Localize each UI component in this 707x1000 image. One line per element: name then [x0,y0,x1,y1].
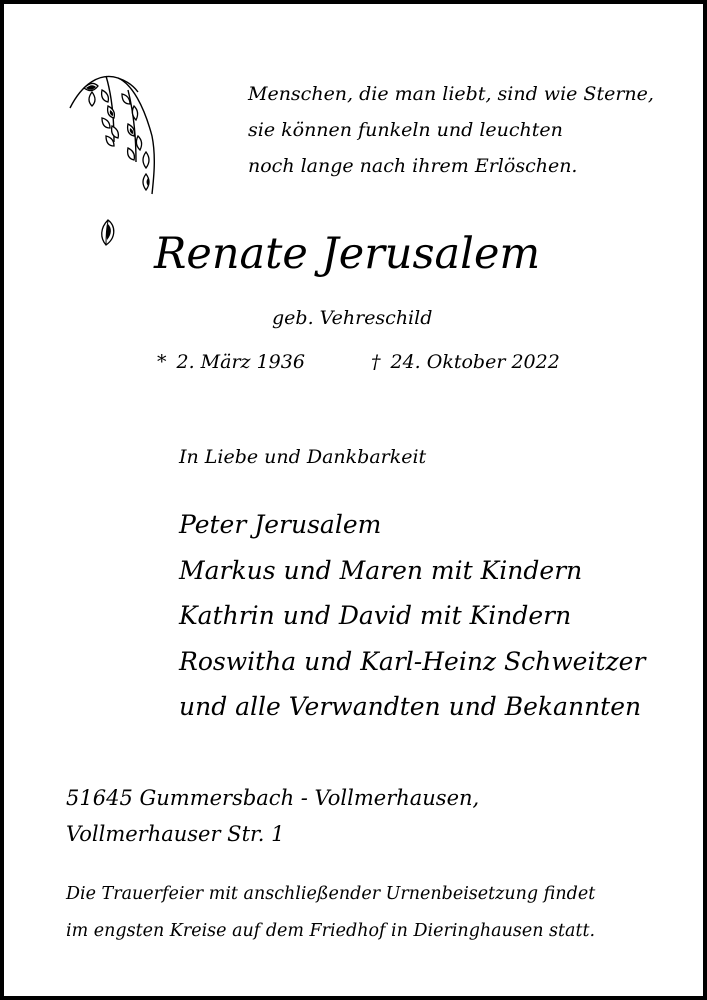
funeral-notice [66,876,595,950]
notice-line: im engsten Kreise auf dem Friedhof in Dieringhausen statt. [66,921,596,941]
death-date: 24. Oktober 2022 [390,351,560,373]
death-date-line [371,348,560,376]
birch-branch-icon [62,66,162,202]
address-line: Vollmerhauser Str. 1 [66,822,285,846]
mourner-name: Peter Jerusalem [179,510,382,539]
death-cross-icon: † [371,351,381,373]
mourners-intro: In Liebe und Dankbarkeit [179,446,427,468]
address-line: 51645 Gummersbach - Vollmerhausen, [66,786,480,810]
falling-leaf-icon [98,218,118,248]
quote-line: Menschen, die man liebt, sind wie Sterne, [248,83,654,105]
mourner-name: Markus und Maren mit Kindern [179,555,583,585]
birth-date: 2. März 1936 [176,351,305,373]
mourners-list [179,502,645,730]
mourner-name: Roswitha und Karl-Heinz Schweitzer [179,646,646,676]
memorial-quote [248,76,654,184]
deceased-name: Renate Jerusalem [154,229,541,279]
family-address [66,780,479,852]
mourner-name: und alle Verwandten und Bekannten [179,692,642,721]
notice-line: Die Trauerfeier mit anschließender Urnenbeisetzung findet [66,884,596,904]
maiden-name: geb. Vehreschild [272,307,433,329]
quote-line: sie können funkeln und leuchten [248,119,563,141]
quote-line: noch lange nach ihrem Erlöschen. [248,155,578,177]
mourner-name: Kathrin und David mit Kindern [179,601,572,630]
birth-star-icon: * [157,351,167,373]
birth-date-line [157,348,305,376]
